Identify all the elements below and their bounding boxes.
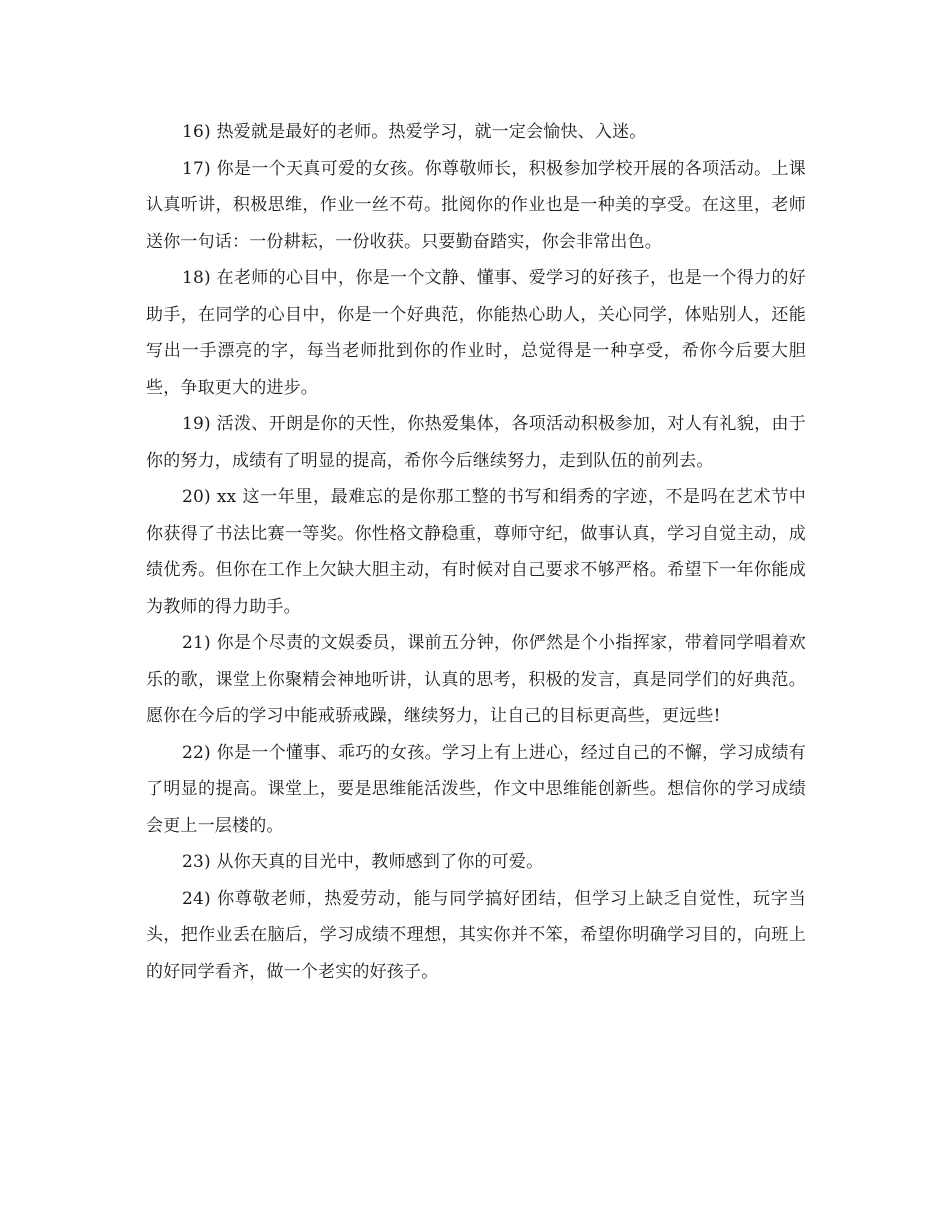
paragraph-19: 19) 活泼、开朗是你的天性，你热爱集体，各项活动积极参加，对人有礼貌，由于你的努力，成绩有了明显的提高，希你今后继续努力，走到队伍的前列去。 xyxy=(146,414,806,471)
paragraph-22: 22) 你是一个懂事、乖巧的女孩。学习上有上进心，经过自己的不懈，学习成绩有了明显的提高。课堂上，要是思维能活泼些，作文中思维能创新些。想信你的学习成绩会更上一层楼的。 xyxy=(146,742,806,836)
paragraph-23: 23) 从你天真的目光中，教师感到了你的可爱。 xyxy=(182,852,544,872)
paragraph-17: 17) 你是一个天真可爱的女孩。你尊敬师长，积极参加学校开展的各项活动。上课认真听讲，积极思维，作业一丝不苟。批阅你的作业也是一种美的享受。在这里，老师送你一句话：一份耕耘，一份收获。只要勤奋踏实，你会非常出色。 xyxy=(146,158,806,252)
document-body xyxy=(146,114,806,990)
paragraph-20: 20) xx 这一年里，最难忘的是你那工整的书写和绢秀的字迹，不是吗在艺术节中你获得了书法比赛一等奖。你性格文静稳重，尊师守纪，做事认真，学习自觉主动，成绩优秀。但你在工作上欠缺大胆主动，有时候对自己要求不够严格。希望下一年你能成为教师的得力助手。 xyxy=(146,487,806,617)
paragraph-24: 24) 你尊敬老师，热爱劳动，能与同学搞好团结，但学习上缺乏自觉性，玩字当头，把作业丢在脑后，学习成绩不理想，其实你并不笨，希望你明确学习目的，向班上的好同学看齐，做一个老实的好孩子。 xyxy=(146,888,806,982)
paragraph-16: 16) 热爱就是最好的老师。热爱学习，就一定会愉快、入迷。 xyxy=(182,122,647,142)
paragraph-18: 18) 在老师的心目中，你是一个文静、懂事、爱学习的好孩子，也是一个得力的好助手，在同学的心目中，你是一个好典范，你能热心助人，关心同学，体贴别人，还能写出一手漂亮的字，每当老师批到你的作业时，总觉得是一种享受，希你今后要大胆些，争取更大的进步。 xyxy=(146,268,806,398)
paragraph-21: 21) 你是个尽责的文娱委员，课前五分钟，你俨然是个小指挥家，带着同学唱着欢乐的歌，课堂上你聚精会神地听讲，认真的思考，积极的发言，真是同学们的好典范。愿你在今后的学习中能戒骄戒躁，继续努力，让自己的目标更高些，更远些! xyxy=(146,633,806,726)
